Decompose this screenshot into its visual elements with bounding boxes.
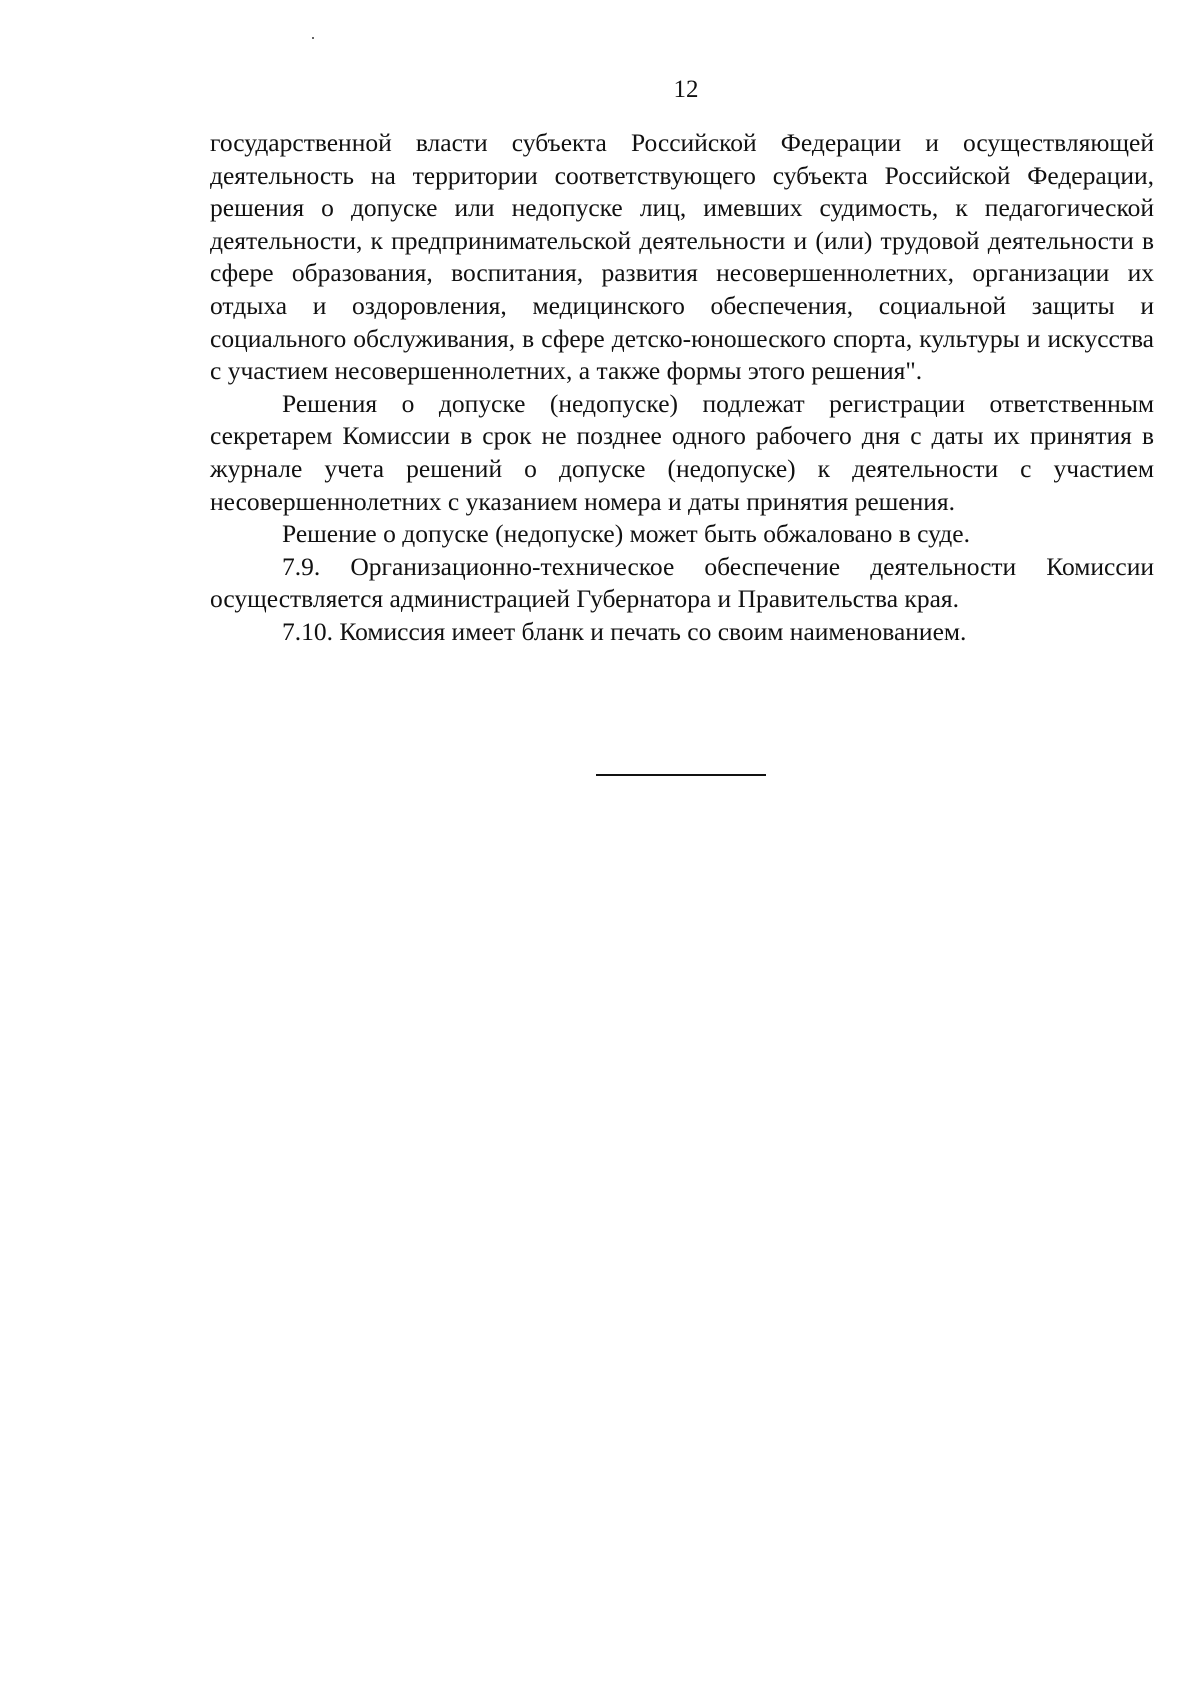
paragraph-appeal: Решение о допуске (недопуске) может быть обжаловано в суде. [282,519,970,549]
page-number: 12 [673,76,699,103]
page-number-row [0,75,1200,105]
end-of-document-rule [596,774,766,776]
body-text [210,127,1154,649]
scan-speck [312,37,314,39]
paragraph-7-10: 7.10. Комиссия имеет бланк и печать со своим наименованием. [282,616,967,646]
paragraph-registration: Решения о допуске (недопуске) подлежат регистрации ответственным секретарем Комиссии в срок не позднее одного рабочего дня с даты их принятия в журнале учета решений о допуске (недопуске) к деятельности с участием несовершеннолетних с указанием номера и даты принятия решения. [210,388,1154,516]
paragraph-7-9: 7.9. Организационно-техническое обеспечение деятельности Комиссии осуществляется администрацией Губернатора и Правительства края. [210,551,1154,614]
paragraph-continuation: государственной власти субъекта Российской Федерации и осуществляющей деятельность на территории соответствующего субъекта Российской Федерации, решения о допуске или недопуске лиц, имевших судимость, к педагогической деятельности, к предпринимательской деятельности и (или) трудовой деятельности в сфере образования, воспитания, развития несовершеннолетних, организации их отдыха и оздоровления, медицинского обеспечения, социальной защиты и социального обслуживания, в сфере детско-юношеского спорта, культуры и искусства с участием несовершеннолетних, а также формы этого решения". [210,128,1154,386]
